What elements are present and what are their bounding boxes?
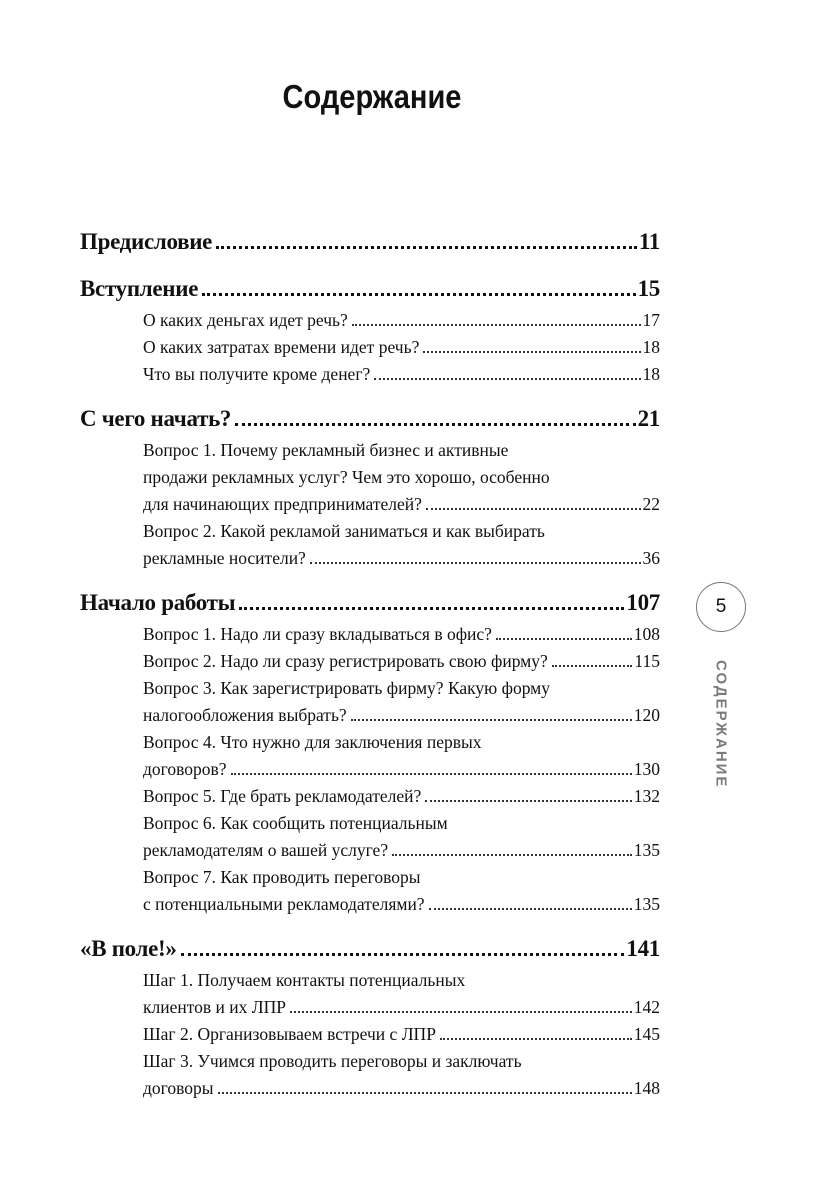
toc-subsection-line	[143, 702, 660, 729]
dot-leader	[181, 953, 625, 956]
toc-subsection-text: Шаг 1. Получаем контакты потенциальных	[143, 970, 466, 990]
toc-subsection-entry[interactable]	[143, 729, 660, 783]
toc-subsection-text: Вопрос 1. Надо ли сразу вкладываться в офис?	[143, 624, 492, 644]
toc-subsection-text: для начинающих предпринимателей?	[143, 494, 422, 514]
toc-subsection-page: 22	[642, 494, 660, 514]
toc-section-entry[interactable]	[80, 273, 660, 305]
dot-leader	[235, 423, 635, 426]
toc-subsection-text: О каких затратах времени идет речь?	[143, 337, 420, 357]
toc-subsection-page: 142	[633, 997, 660, 1017]
toc-subsection-line	[143, 837, 660, 864]
toc-subsection-line	[143, 675, 660, 702]
toc-section-title: Предисловие	[80, 229, 213, 254]
toc-section-entry[interactable]	[80, 933, 660, 965]
toc-subsection-entry[interactable]	[143, 810, 660, 864]
dot-leader	[426, 508, 641, 510]
toc-subsection-entry[interactable]	[143, 621, 660, 648]
toc-subsection-page: 108	[633, 624, 660, 644]
toc-subsection-entry[interactable]	[143, 1021, 660, 1048]
toc-subsection-entry[interactable]	[143, 518, 660, 572]
toc-subsection-text: продажи рекламных услуг? Чем это хорошо, особенно	[143, 467, 550, 487]
toc-subsection-list	[80, 437, 660, 572]
toc-subsection-list	[80, 307, 660, 388]
toc-subsection-text: Вопрос 2. Надо ли сразу регистрировать свою фирму?	[143, 651, 548, 671]
toc-subsection-list	[80, 621, 660, 918]
dot-leader	[440, 1038, 632, 1040]
toc-section-page: 11	[638, 229, 660, 254]
toc-subsection-page: 132	[633, 786, 660, 806]
toc-subsection-line	[143, 621, 660, 648]
toc-subsection-line	[143, 1021, 660, 1048]
toc-subsection-entry[interactable]	[143, 783, 660, 810]
toc-subsection-line	[143, 891, 660, 918]
toc-subsection-text: рекламные носители?	[143, 548, 306, 568]
toc-section-page: 107	[626, 590, 660, 615]
toc-subsection-entry[interactable]	[143, 437, 660, 518]
dot-leader	[310, 562, 641, 564]
toc-subsection-line	[143, 361, 660, 388]
toc-subsection-text: Вопрос 5. Где брать рекламодателей?	[143, 786, 422, 806]
toc-subsection-text: Вопрос 2. Какой рекламой заниматься и как выбирать	[143, 521, 545, 541]
toc-subsection-line	[143, 464, 660, 491]
toc-section-title: С чего начать?	[80, 406, 232, 431]
toc-subsection-text: клиентов и их ЛПР	[143, 997, 287, 1017]
toc-subsection-entry[interactable]	[143, 361, 660, 388]
running-head: СОДЕРЖАНИЕ	[712, 660, 730, 789]
toc-subsection-text: Вопрос 4. Что нужно для заключения первых	[143, 732, 482, 752]
dot-leader	[429, 908, 632, 910]
toc-subsection-line	[143, 864, 660, 891]
toc-section-title: Вступление	[80, 276, 199, 301]
toc-subsection-text: договоры	[143, 1078, 214, 1098]
toc-subsection-text: Вопрос 7. Как проводить переговоры	[143, 867, 421, 887]
dot-leader	[374, 378, 640, 380]
toc-subsection-text: Что вы получите кроме денег?	[143, 364, 371, 384]
toc-subsection-entry[interactable]	[143, 334, 660, 361]
dot-leader	[218, 1092, 632, 1094]
dot-leader	[239, 607, 624, 610]
toc-subsection-line	[143, 545, 660, 572]
toc-section-title: «В поле!»	[80, 936, 177, 961]
toc-subsection-entry[interactable]	[143, 648, 660, 675]
toc-subsection-entry[interactable]	[143, 675, 660, 729]
toc-subsection-page: 145	[633, 1024, 660, 1044]
toc-subsection-text: налогообложения выбрать?	[143, 705, 347, 725]
toc-subsection-page: 130	[633, 759, 660, 779]
dot-leader	[216, 246, 637, 249]
dot-leader	[351, 719, 632, 721]
toc-section-title: Начало работы	[80, 590, 236, 615]
toc-subsection-line	[143, 437, 660, 464]
toc-subsection-entry[interactable]	[143, 307, 660, 334]
toc-section-page: 21	[637, 406, 660, 431]
dot-leader	[496, 638, 632, 640]
toc-subsection-text: с потенциальными рекламодателями?	[143, 894, 425, 914]
dot-leader	[552, 665, 633, 667]
toc-subsection-line	[143, 307, 660, 334]
toc-subsection-page: 120	[633, 705, 660, 725]
dot-leader	[290, 1011, 632, 1013]
toc-subsection-line	[143, 491, 660, 518]
dot-leader	[231, 773, 632, 775]
toc-subsection-line	[143, 648, 660, 675]
toc-section-entry[interactable]	[80, 587, 660, 619]
toc-subsection-text: рекламодателям о вашей услуге?	[143, 840, 389, 860]
toc-subsection-line	[143, 334, 660, 361]
page-title: Содержание	[282, 78, 462, 115]
toc-subsection-entry[interactable]	[143, 967, 660, 1021]
toc-section-page: 15	[637, 276, 660, 301]
toc-section-page: 141	[626, 936, 660, 961]
toc-subsection-text: О каких деньгах идет речь?	[143, 310, 348, 330]
toc-subsection-list	[80, 967, 660, 1102]
toc-subsection-line	[143, 783, 660, 810]
toc-subsection-line	[143, 1048, 660, 1075]
toc-subsection-text: Шаг 3. Учимся проводить переговоры и заключать	[143, 1051, 522, 1071]
toc-subsection-line	[143, 994, 660, 1021]
toc-subsection-text: Вопрос 6. Как сообщить потенциальным	[143, 813, 448, 833]
toc-subsection-text: Шаг 2. Организовываем встречи с ЛПР	[143, 1024, 436, 1044]
dot-leader	[352, 324, 641, 326]
toc-subsection-page: 36	[642, 548, 660, 568]
toc-subsection-page: 135	[633, 840, 660, 860]
toc-subsection-page: 18	[642, 364, 660, 384]
dot-leader	[392, 854, 632, 856]
toc-subsection-page: 17	[642, 310, 660, 330]
toc-section-entry[interactable]	[80, 226, 660, 258]
dot-leader	[425, 800, 631, 802]
toc-subsection-line	[143, 810, 660, 837]
toc-section-entry[interactable]	[80, 403, 660, 435]
toc-subsection-page: 148	[633, 1078, 660, 1098]
toc-subsection-text: Вопрос 3. Как зарегистрировать фирму? Какую форму	[143, 678, 551, 698]
page-number: 5	[696, 582, 746, 632]
dot-leader	[423, 351, 640, 353]
toc-subsection-line	[143, 1075, 660, 1102]
toc-subsection-text: договоров?	[143, 759, 227, 779]
toc-subsection-entry[interactable]	[143, 1048, 660, 1102]
toc-subsection-line	[143, 756, 660, 783]
toc-subsection-line	[143, 518, 660, 545]
toc-subsection-page: 18	[642, 337, 660, 357]
toc-subsection-page: 115	[634, 651, 660, 671]
toc-subsection-page: 135	[633, 894, 660, 914]
toc-subsection-line	[143, 729, 660, 756]
toc-subsection-text: Вопрос 1. Почему рекламный бизнес и активные	[143, 440, 509, 460]
dot-leader	[202, 293, 635, 296]
toc-subsection-entry[interactable]	[143, 864, 660, 918]
table-of-contents	[80, 226, 660, 1102]
toc-subsection-line	[143, 967, 660, 994]
